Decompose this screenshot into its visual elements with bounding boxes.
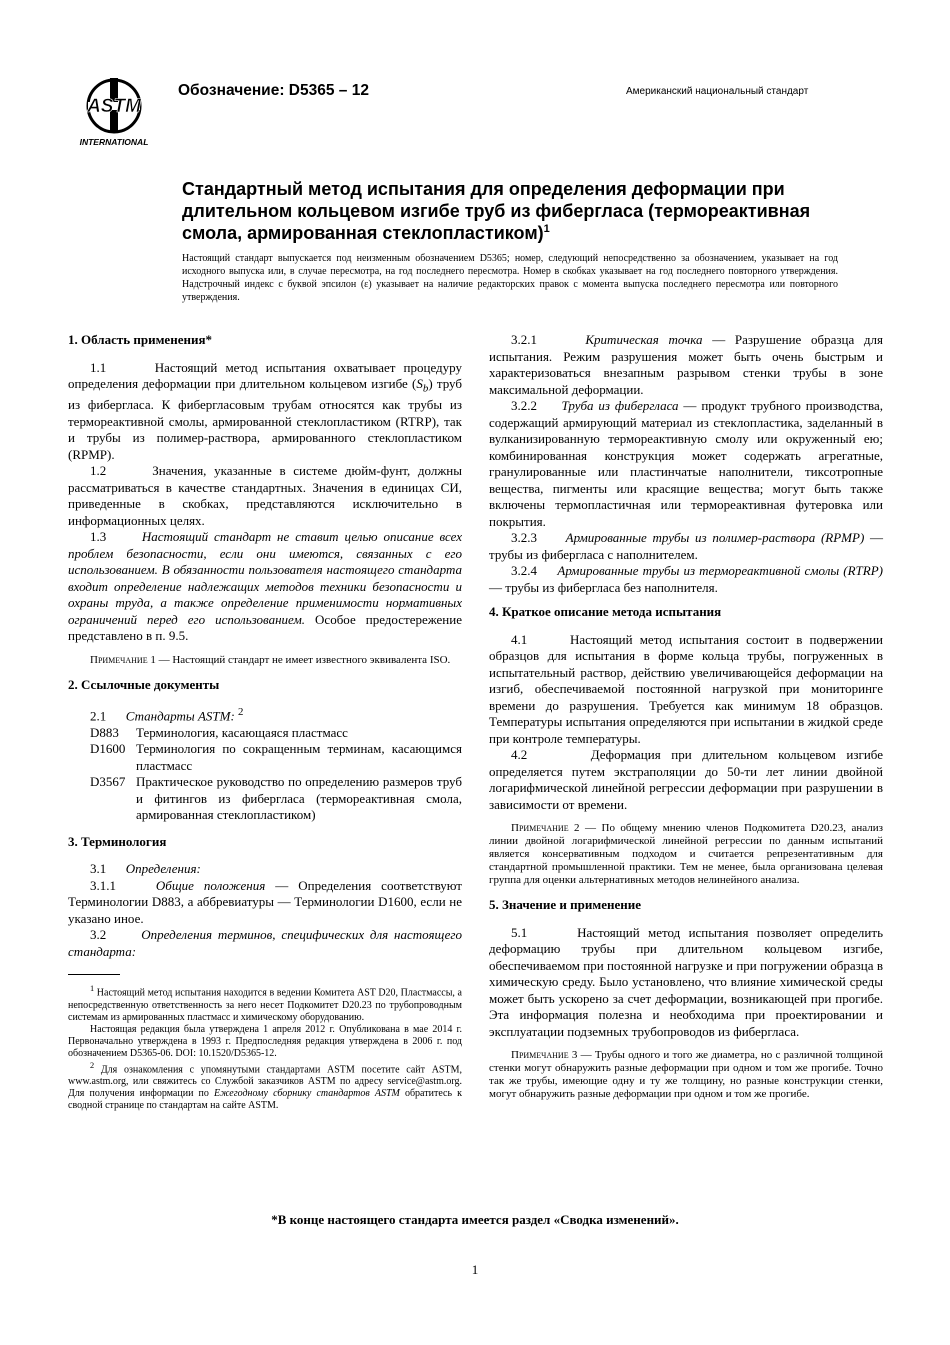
note-text: — По общему мнению членов Подкомитета D20.23, анализ линии двойной логарифмической линейной регрессии по данным испытаний является консервативным подходом и считается репрезентативным для стандартной промышленной практики. Тем не менее, была организована целевая группа для оценки альтернативных методов нелинейного анализа. (489, 822, 883, 886)
para-text: Настоящий метод испытания охватывает процедуру определения деформации при длительном кольцевом изгибе ( (68, 359, 463, 391)
astm-logo-graphic (72, 76, 156, 150)
note-label: Примечание 2 (511, 822, 580, 834)
american-standard-label: Американский национальный стандарт (626, 86, 809, 97)
footnote-rule (68, 974, 120, 975)
para-3-2 (68, 927, 462, 960)
logo-text-top: ASTM (87, 96, 141, 117)
para-3-2-2 (489, 398, 883, 530)
title-footnote-ref: 1 (543, 223, 550, 235)
para-3-1-1 (68, 878, 462, 928)
para-text: — Разрушение образца для испытания. Режим разрушения может быть очень быстрым и характеризоваться внезапным разрывом стенки трубы в зоне максимальной деформации. (489, 332, 884, 397)
section-2-heading: 2. Ссылочные документы (68, 676, 220, 692)
std-desc: Практическое руководство по определению размеров труб и фитингов из фибергласа (термореактивная смола, армированная стеклопластиком) (136, 774, 462, 823)
footnote-text: обратитесь к сводной странице по стандартам на сайте ASTM. (68, 1088, 462, 1112)
para-num: 1.1 (90, 359, 107, 375)
footnote-1-b: Настоящая редакция была утверждена 1 апреля 2012 г. Опубликована в мае 2014 г. Первоначально утверждена в 1993 г. Предпоследняя редакция утверждена в 2006 г. под обозначением D5365-06. DOI: 10.1520/D5365-12. (68, 1023, 462, 1059)
para-num: 3.2.1 (511, 332, 537, 347)
para-3-2-4 (489, 563, 883, 596)
footnote-italic: Ежегодному сборнику стандартов ASTM (214, 1088, 400, 1100)
std-code: D1600 (90, 741, 126, 757)
para-1-1 (68, 360, 462, 464)
footnote-ref: 2 (238, 706, 244, 719)
para-num: 2.1 (90, 708, 107, 724)
footnote-num: 2 (90, 1060, 95, 1070)
term: Общие положения (155, 877, 266, 893)
title-text: Стандартный метод испытания для определения деформации при длительном кольцевом изгибе труб из фибергласа (термореактивная смола, армированная стеклопластиком) (182, 179, 811, 243)
safety-caveat: Настоящий стандарт не ставит целью описание всех проблем безопасности, если они имеются, связанных с его использованием. В обязанности пользователя настоящего стандарта входит определение надлежащих методов техники безопасности и охраны труда, а также определение применимости нормативных ограничений перед его использованием. (68, 529, 462, 627)
para-4-2 (489, 747, 883, 813)
footnote-text: Для ознакомления с упомянутыми стандартами ASTM посетите сайт ASTM, www.astm.org, или свяжитесь со Службой заказчиков ASTM по адресу service@astm.org. Для получения информации по (68, 1064, 462, 1100)
para-3-2-3 (489, 530, 883, 563)
term: Труба из фибергласа (561, 398, 679, 413)
footnote-text: Настоящий метод испытания находится в ведении Комитета AST D20, Пластмассы, а непосредственную ответственность за него несет Подкомитет D20.23 по трубопроводным системам из армированных пластмасс и химическому оборудованию. (68, 987, 462, 1023)
note-label: Примечание 3 (511, 1049, 578, 1061)
section-5-heading: 5. Значение и применение (489, 897, 642, 912)
std-desc: Терминология, касающаяся пластмасс (136, 724, 348, 740)
para-text: — трубы из фибергласа с наполнителем. (489, 530, 884, 562)
footnote-1 (68, 983, 462, 1023)
std-code: D883 (90, 724, 119, 740)
para-5-1 (489, 925, 883, 1041)
note-text: — Настоящий стандарт не имеет известного эквивалента ISO. (155, 653, 451, 666)
logo-text-bottom: INTERNATIONAL (79, 137, 149, 147)
para-num: 1.3 (90, 529, 107, 545)
para-num: 4.2 (511, 747, 528, 762)
term: Армированные трубы из полимер-раствора (RPMP) (565, 530, 865, 545)
note-text: — Трубы одного и того же диаметра, но с различной толщиной стенки могут обнаружить разные деформации при одном и том же прогибе. Точно так же трубы, имеющие одну и ту же толщину, но разные конструкции стенки, могут обнаружить разные деформации при одном и том же прогибе. (489, 1049, 884, 1100)
var-sub: b (422, 382, 429, 395)
para-num: 3.1.1 (90, 877, 116, 893)
para-num: 4.1 (511, 631, 528, 647)
footnote-2 (68, 1060, 462, 1112)
para-text: Настоящий метод испытания состоит в подвержении образцов для испытания в форме кольца трубы, погруженных в испытательный раствор, действию увеличивающейся деформации на изгиб, обеспечиваемой постоянной нагрузкой при мониторинге времени до разрушения. Требуется как минимум 18 образцов. Температуры испытания определяются при испытании в жидкой среде при контроле температуры. (489, 631, 883, 746)
section-3-heading: 3. Терминология (68, 833, 167, 849)
para-text: Значения, указанные в системе дюйм-фунт, должны рассматриваться в качестве стандартных. Значения в единицах СИ, приведенные в скобках, представляются исключительно в информационных целях. (68, 463, 463, 528)
footnote-num: 1 (90, 984, 95, 994)
std-code: D3567 (90, 774, 126, 790)
right-column (489, 332, 883, 1107)
para-text: Определения терминов, специфических для настоящего стандарта: (68, 927, 463, 959)
section-4-heading: 4. Краткое описание метода испытания (489, 604, 722, 619)
para-num: 3.1 (90, 861, 107, 877)
para-2-1 (68, 704, 462, 725)
section-1-heading: 1. Область применения* (68, 332, 212, 347)
var-s: S (416, 376, 423, 391)
para-num: 3.2 (90, 927, 107, 943)
para-text: Деформация при длительном кольцевом изгибе определяется путем экстраполяции до 50-ти лет линии двойной логарифмической линейной регрессии деформации при разрушении в зависимости от времени. (489, 747, 884, 812)
para-3-2-1 (489, 332, 883, 398)
preface: Настоящий стандарт выпускается под неизменным обозначением D5365; номер, следующий непосредственно за обозначением, указывает на год исходного выпуска или, в случае пересмотра, на год последнего пересмотра. Номер в скобках указывает на год последнего повторного утверждения. Надстрочный индекс с буквой эпсилон (ε) указывает на наличие редакторских правок с момента выпуска последнего пересмотра или повторного утверждения. (182, 253, 838, 303)
left-column (68, 332, 462, 1112)
note-3 (489, 1049, 883, 1101)
page-number: 1 (471, 1262, 479, 1277)
para-num: 3.2.2 (511, 398, 537, 413)
para-text: Особое предостережение представлено в п. 9.5. (68, 611, 462, 644)
para-num: 1.2 (90, 463, 107, 479)
referenced-standards (68, 725, 462, 824)
std-desc: Терминология по сокращенным терминам, касающимся пластмасс (136, 741, 462, 773)
para-num: 5.1 (511, 924, 528, 940)
astm-logo (72, 76, 156, 150)
note-1 (68, 654, 462, 667)
term: Критическая точка (585, 332, 703, 347)
para-text: — Определения соответствуют Терминологии D883, а аббревиатуры — Терминологии D1600, если не указано иное. (68, 877, 462, 926)
para-1-3 (68, 529, 462, 645)
document-title (182, 178, 842, 244)
note-label: Примечание 1 (90, 653, 156, 666)
para-text: — продукт трубного производства, содержащий армирующий материал из стеклопластика, заделанный в вулканизированную термореактивную смолу или окруженный ею; комбинированная конструкция может содержать агрегатные, гранулированные или пластинчатые наполнители, тиксотропные вещества, пигменты или красящие вещества; могут быть также включены термопластичная или термореактивная футеровка или покрытия. (489, 398, 883, 529)
para-text: Настоящий метод испытания позволяет определить деформацию трубы при длительном кольцевом изгибе, обеспечиваемом при постоянной нагрузке и при погружении образца в химическую среду. Было установлено, что влияние химической среды может быть ускорено за счет деформации, возникающей при прогибе. Эта информация полезна и необходима при проектировании и эксплуатации подземных трубопроводов из фибергласа. (489, 924, 883, 1039)
para-text: Определения: (125, 861, 201, 877)
para-1-2 (68, 463, 462, 529)
para-text: ) труб из фибергласа. К фибергласовым трубам относятся как трубы из термореактивной смолы, армированной стеклопластиком (RTRP), так и трубы из полимер-раствора, армированного стеклопластиком (RPMP). (68, 376, 462, 462)
summary-of-changes-note: *В конце настоящего стандарта имеется раздел «Сводка изменений». (271, 1212, 679, 1227)
para-num: 3.2.4 (511, 563, 537, 578)
para-text: Стандарты ASTM: (125, 708, 235, 724)
designation: Обозначение: D5365 – 12 (178, 82, 369, 99)
para-4-1 (489, 632, 883, 748)
para-text: — трубы из фибергласа без наполнителя. (489, 579, 718, 595)
term: Армированные трубы из термореактивной смолы (RTRP) (557, 563, 883, 578)
para-num: 3.2.3 (511, 530, 537, 545)
note-2 (489, 822, 883, 887)
para-3-1 (68, 861, 462, 878)
